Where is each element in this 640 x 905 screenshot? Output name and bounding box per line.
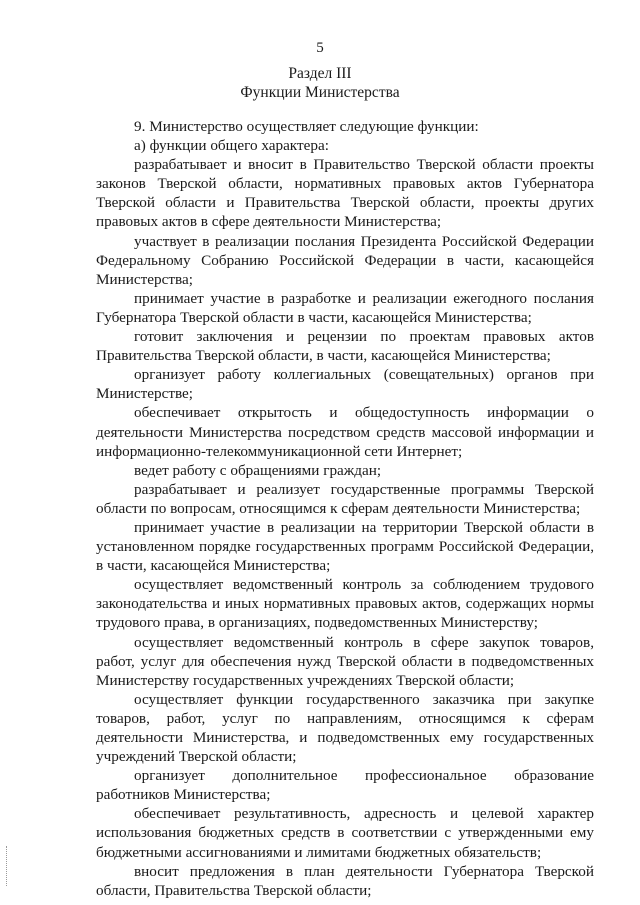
- paragraph: 9. Министерство осуществляет следующие функции:: [134, 118, 479, 135]
- paragraph: осуществляет функции государственного заказчика при закупке товаров, работ, услуг по направлениям, относящимся к сферам деятельности Министерства, и подведомственных ему государственных учреждений Тверской области;: [96, 690, 594, 766]
- page-number: 5: [316, 40, 324, 56]
- paragraph: организует дополнительное профессиональное образование работников Министерства;: [96, 767, 594, 804]
- paragraph: обеспечивает результативность, адресность и целевой характер использования бюджетных средств в соответствии с утвержденными ему бюджетными ассигнованиями и лимитами бюджетных обязательств;: [96, 805, 594, 861]
- section-subtitle: Функции Министерства: [240, 84, 400, 101]
- paragraph: организует работу коллегиальных (совещательных) органов при Министерстве;: [96, 366, 594, 403]
- paragraph: участвует в реализации послания Президента Российской Федерации Федеральному Собранию Российской Федерации в части, касающейся Министерства;: [96, 232, 594, 288]
- paragraph: обеспечивает открытость и общедоступность информации о деятельности Министерства посредством средств массовой информации и информационно-телекоммуникационной сети Интернет;: [96, 404, 594, 460]
- paragraph: вносит предложения в план деятельности Губернатора Тверской области, Правительства Тверской области;: [96, 862, 594, 899]
- paragraph: осуществляет ведомственный контроль за соблюдением трудового законодательства и иных нормативных правовых актов, содержащих нормы трудового права, в организациях, подведомственных Министерству;: [96, 576, 594, 632]
- paragraph: осуществляет ведомственный контроль в сфере закупок товаров, работ, услуг для обеспечения нужд Тверской области в подведомственных Министерству государственных учреждениях Тверской области;: [96, 633, 594, 689]
- section-heading: [0, 64, 640, 102]
- paragraph: готовит заключения и рецензии по проектам правовых актов Правительства Тверской области, в части, касающейся Министерства;: [96, 328, 594, 365]
- document-body: [96, 117, 594, 900]
- paragraph: а) функции общего характера:: [134, 137, 329, 155]
- paragraph: принимает участие в реализации на территории Тверской области в установленном порядке государственных программ Российской Федерации, в части, касающейся Министерства;: [96, 518, 594, 575]
- scan-margin-marks: [6, 846, 13, 886]
- paragraph: ведет работу с обращениями граждан;: [134, 461, 382, 479]
- section-title: Раздел III: [288, 65, 352, 82]
- paragraph: принимает участие в разработке и реализации ежегодного послания Губернатора Тверской области в части, касающейся Министерства;: [96, 289, 594, 326]
- paragraph: разрабатывает и вносит в Правительство Тверской области проекты законов Тверской области, нормативных правовых актов Губернатора Тверской области и Правительства Тверской области, проекты других правовых актов в сфере деятельности Министерства;: [96, 156, 594, 231]
- paragraph: разрабатывает и реализует государственные программы Тверской области по вопросам, относящимся к сферам деятельности Министерства;: [96, 480, 594, 517]
